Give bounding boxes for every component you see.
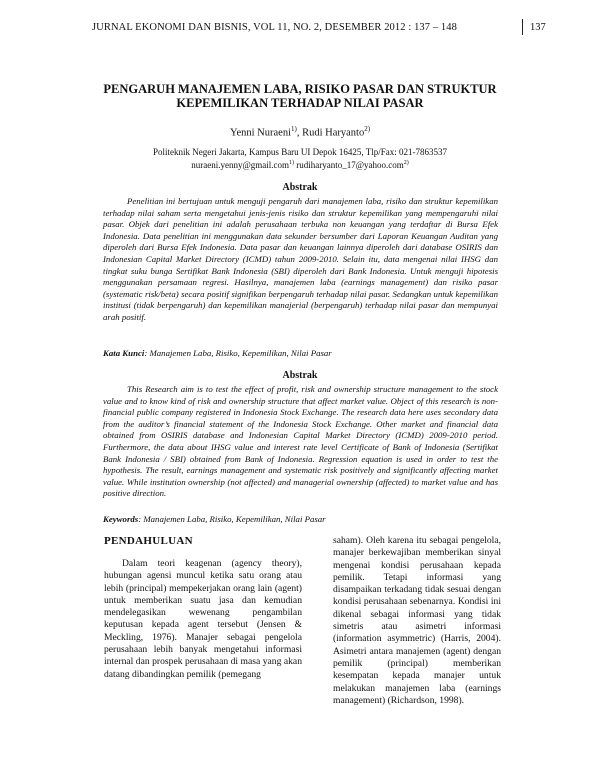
section-heading: PENDAHULUAN [104,535,193,547]
email-1: nuraeni.yenny@gmail.com [191,160,289,170]
keywords-en-list: : Manajemen Laba, Risiko, Kepemilikan, Nilai Pasar [138,514,326,524]
author-2-marker: 2) [364,125,371,133]
title-line-2: KEPEMILIKAN TERHADAP NILAI PASAR [176,96,424,110]
page-number: 137 [530,22,546,33]
email-2-marker: 2) [403,160,409,166]
keywords-id-list: : Manajemen Laba, Risiko, Kepemilikan, Nilai Pasar [144,348,332,358]
author-1-marker: 1) [291,125,297,133]
author-2: Rudi Haryanto [302,127,365,139]
body-right-column: saham). Oleh karena itu sebagai pengelola, manajer berkewajiban memberikan sinyal mengenai kondisi perusahaan kepada pemilik. Tetapi informasi yang disampaikan terkadang tidak sesuai dengan kondisi perusahaan sebenarnya. Kondisi ini dikenal sebagai informasi yang tidak simetris atau asimetri informasi (information asymmetric) (Harris, 2004). Asimetri antara manajemen (agent) dengan pemilik (principal) memberikan kesempatan kepada manajer untuk melakukan manajemen laba (earnings management) (Richardson, 1998). [333,535,501,706]
email-2: rudiharyanto_17@yahoo.com [296,160,404,170]
abstract-id-text: Penelitian ini bertujuan untuk menguji pengaruh dari manajemen laba, risiko dan struktur kepemilikan terhadap nilai saham serta mengetahui jenis-jenis risiko dan struktur kepemilikan yang mempengaruhi nilai pasar. Objek dari penelitian ini adalah perusahaan terbuka non keuangan yang terdaftar di Bursa Efek Indonesia. Data penelitian ini menggunakan data sekunder bersumber dari Laporan Keuangan Auditan yang diperoleh dari Bursa Efek Indonesia. Data pasar dan keuangan lainnya diperoleh dari database OSIRIS dan Indonesian Capital Market Directory (ICMD) tahun 2009-2010. Selain itu, data mengenai nilai IHSG dan tingkat suku bunga Sertifikat Bank Indonesia (SBI) diperoleh dari Bank Indonesia. Untuk menguji hipotesis menggunakan persamaan regresi. Hasilnya, manajemen laba (earnings management) dan risiko pasar (systematic risk/beta) secara positif signifikan berpengaruh terhadap nilai pasar. Sedangkan untuk kepemilikan institusi (tidak berpengaruh) dan kepemilikan manajerial (berpengaruh) terhadap nilai pasar dan mempunyai arah positif. [103,196,498,322]
keywords-id-label: Kata Kunci [103,348,145,358]
author-list: Yenni Nuraeni$^{1)}$, Rudi Haryanto$^{2)}$ [229,125,371,139]
affiliation-emails [70,158,530,171]
paper-title [70,82,530,110]
abstract-id-heading: Abstrak [282,182,318,193]
abstract-en-heading: Abstrak [282,370,318,381]
email-1-marker: 1) [289,160,294,166]
author-1: Yenni Nuraeni [229,127,291,139]
affiliation [70,147,530,171]
abstract-id-keywords [103,348,498,358]
header-divider [522,19,523,35]
keywords-en-label: Keywords [103,514,139,524]
abstract-en-text: This Research aim is to test the effect of profit, risk and ownership structure management to the stock value and to know kind of risk and ownership structure that affect market value. Object of this research is non-financial public company registered in Indonesia Stock Exchange. The research data here uses secondary data from the auditor’s financial statement of the Indonesia Stock Exchange. Other market and financial data obtained from OSIRIS database and Indonesian Capital Market Directory (ICMD) 2009-2010 period. Furthermore, the data about IHSG value and interest rate level Certificate of Bank of Indonesia (Sertifikat Bank Indonesia / SBI) obtained from Bank of Indonesia. Regression equation is used in order to test the hypothesis. The result, earnings management and systematic risk positively and significantly affecting market value. While institution ownership (not affected) and managerial ownership (affected) to market value and has positive direction. [103,384,498,499]
title-line-1: PENGARUH MANAJEMEN LABA, RISIKO PASAR DAN STRUKTUR [103,82,497,96]
body-left-column: Dalam teori keagenan (agency theory), hubungan agensi muncul ketika satu orang atau lebih (principal) mempekerjakan orang lain (agent) untuk memberikan suatu jasa dan kemudian mendelegasikan wewenang pengambilan keputusan kepada agent tersebut (Jensen & Meckling, 1976). Manajer sebagai pengelola perusahaan lebih banyak mengetahui informasi internal dan prospek perusahaan di masa yang akan datang dibandingkan pemilik (pemegang [104,558,302,680]
running-header: JURNAL EKONOMI DAN BISNIS, VOL 11, NO. 2, DESEMBER 2012 : 137 – 148 [92,22,457,33]
affiliation-address: Politeknik Negeri Jakarta, Kampus Baru UI Depok 16425, Tlp/Fax: 021-7863537 [152,147,448,157]
abstract-en-keywords [103,514,498,524]
